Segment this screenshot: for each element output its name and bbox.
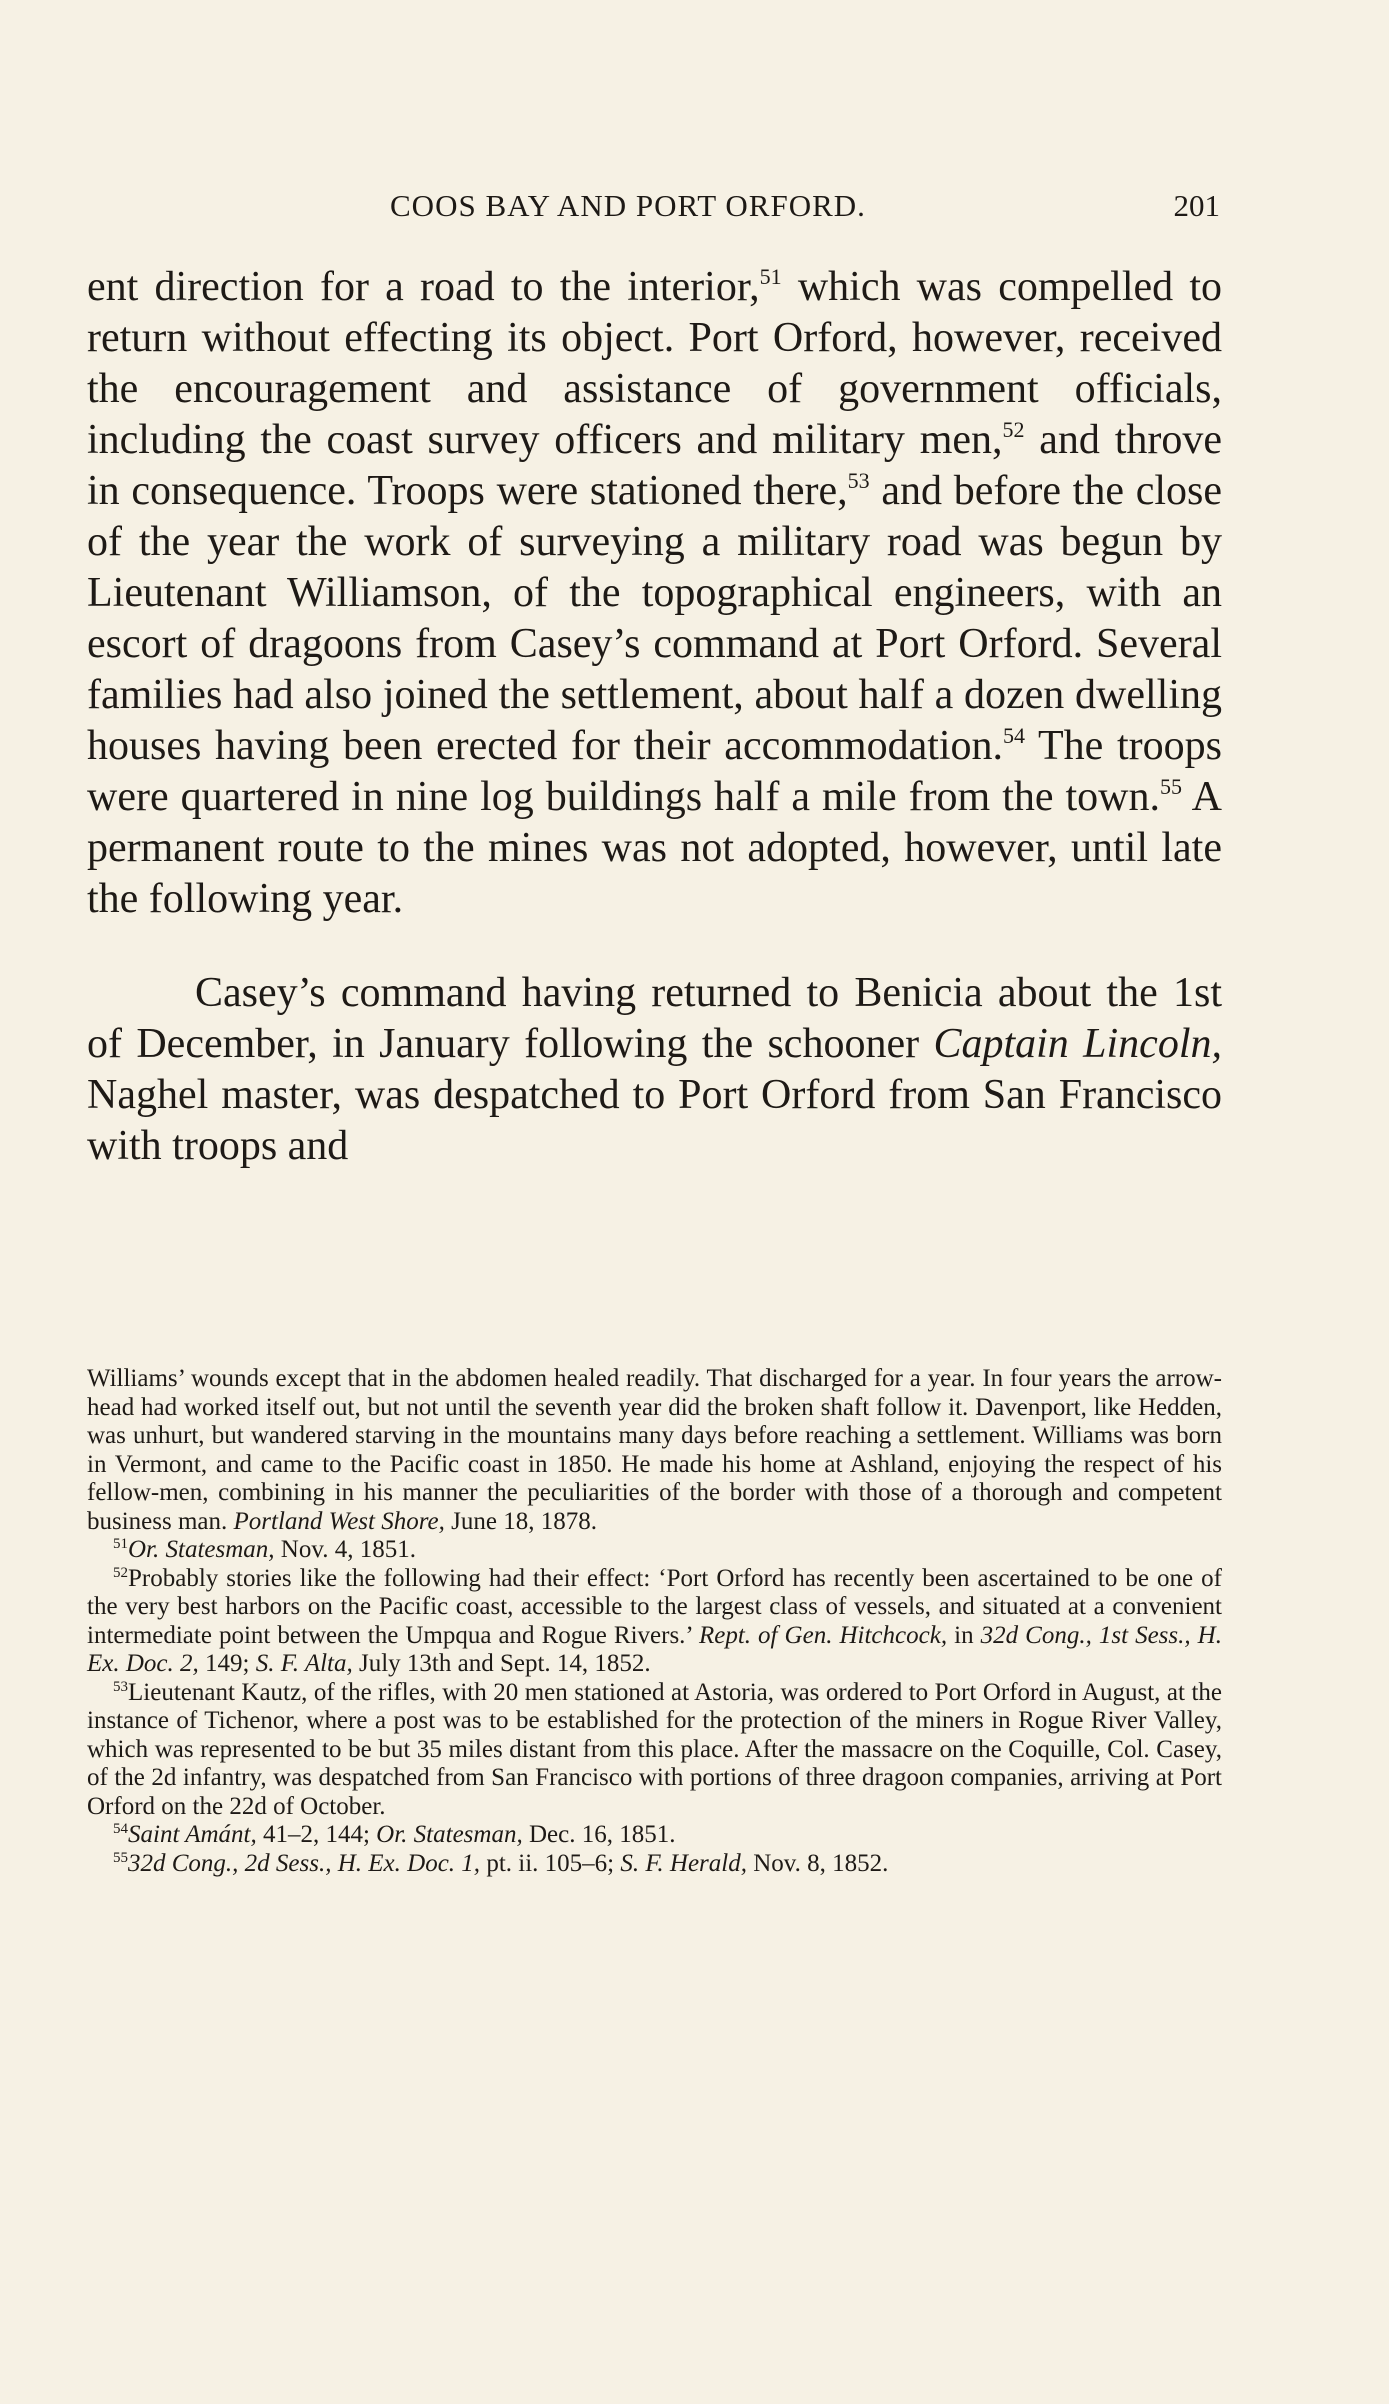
citation: S. F. Alta,: [255, 1650, 353, 1677]
footnote-number: 52: [113, 1564, 128, 1581]
footnote-54: [87, 1821, 1222, 1850]
text-run: Nov. 8, 1852.: [746, 1849, 889, 1877]
text-run: Probably stories like the following had their effect: ‘Port Orford has recently been ascertained to be one of the very best harbors on the Pacific coast, accessible to the largest class of vessels, and situated at a convenient intermediate point between the Umpqua and Rogue Rivers.’: [87, 1564, 1222, 1649]
paragraph-1: [87, 262, 1222, 925]
ship-name: Captain Lincoln,: [933, 1021, 1222, 1067]
text-run: in: [947, 1621, 981, 1649]
text-run: The troops were quartered in nine log buildings half a mile from the town.: [87, 723, 1222, 820]
text-run: Nov. 4, 1851.: [274, 1536, 416, 1563]
footnote-number: 54: [113, 1821, 128, 1837]
footnote-number: 55: [113, 1849, 128, 1866]
footnote-53: [87, 1679, 1222, 1822]
text-run: Williams’ wounds except that in the abdomen healed readily. That discharged for a year. In four years the arrow-head had worked itself out, but not until the seventh year did the broken shaft follow it. Davenport, like Hedden, was unhurt, but wandered starving in the mountains many days before reaching a settlement. Williams was born in Vermont, and came to the Pacific coast in 1850. He made his home at Ashland, enjoying the respect of his fellow-men, combining in his manner the peculiarities of the border with those of a thorough and competent business man.: [87, 1365, 1222, 1535]
text-run: ent direction for a road to the interior,: [87, 264, 760, 310]
footnotes: [87, 1365, 1222, 1878]
citation: S. F. Herald,: [620, 1849, 747, 1877]
footnote-52: [87, 1565, 1222, 1679]
footnote-51: [87, 1536, 1222, 1565]
footnote-number: 53: [113, 1678, 128, 1695]
text-run: Lieutenant Kautz, of the rifles, with 20 men stationed at Astoria, was ordered to Port Orford in August, at the instance of Tichenor, where a post was to be established for the protection of the miners in Rogue River Valley, which was represented to be but 35 miles distant from this place. After the massacre on the Coquille, Col. Casey, of the 2d infantry, was despatched from San Francisco with portions of three dragoon companies, arriving at Port Orford on the 22d of October.: [87, 1678, 1222, 1820]
footnote-number: 51: [113, 1536, 128, 1552]
text-run: and before the close of the year the work of surveying a military road was begun by Lieutenant Williamson, of the topographical engineers, with an escort of dragoons from Casey’s command at Port Orford. Several families had also joined the settlement, about half a dozen dwelling houses having been erected for their accommodation.: [87, 468, 1222, 769]
footnote-ref-54: 54: [1003, 723, 1026, 748]
citation: Portland West Shore,: [233, 1507, 445, 1535]
footnote-ref-52: 52: [1002, 417, 1025, 442]
footnote-ref-53: 53: [847, 468, 870, 493]
citation: Rept. of Gen. Hitchcock,: [698, 1621, 948, 1649]
text-run: pt. ii. 105–6;: [480, 1849, 621, 1877]
citation: Or. Statesman,: [128, 1536, 275, 1563]
page-number: 201: [1173, 188, 1220, 223]
text-run: and throve in consequence. Troops were stationed there,: [87, 417, 1222, 514]
paragraph-2: [87, 968, 1222, 1172]
text-run: June 18, 1878.: [444, 1507, 597, 1535]
citation: Saint Amánt,: [128, 1821, 257, 1848]
text-run: July 13th and Sept. 14, 1852.: [352, 1650, 651, 1677]
text-run: A permanent route to the mines was not adopted, however, until late the following year.: [87, 774, 1222, 922]
text-run: Naghel master, was despatched to Port Orford from San Francisco with troops and: [87, 1072, 1222, 1169]
text-run: which was compelled to return without effecting its object. Port Orford, however, received the encouragement and assistance of government officials, including the coast survey officers and military men,: [87, 264, 1222, 463]
running-title: COOS BAY AND PORT ORFORD.: [390, 188, 866, 223]
footnote-continuation: [87, 1365, 1222, 1536]
text-run: Casey’s command having returned to Benicia about the 1st of December, in January following the schooner: [87, 970, 1222, 1067]
footnote-ref-51: 51: [759, 264, 782, 289]
citation: 32d Cong., 2d Sess., H. Ex. Doc. 1,: [128, 1849, 481, 1877]
footnote-ref-55: 55: [1160, 774, 1182, 799]
citation: 32d Cong., 1st Sess., H. Ex. Doc. 2,: [87, 1621, 1222, 1677]
text-run: 41–2, 144;: [256, 1821, 377, 1848]
running-head: [390, 188, 1220, 238]
footnote-55: [87, 1850, 1222, 1879]
text-run: 149;: [198, 1650, 256, 1677]
text-run: Dec. 16, 1851.: [522, 1821, 676, 1848]
body-text: [87, 262, 1222, 1172]
citation: Or. Statesman,: [376, 1821, 523, 1848]
